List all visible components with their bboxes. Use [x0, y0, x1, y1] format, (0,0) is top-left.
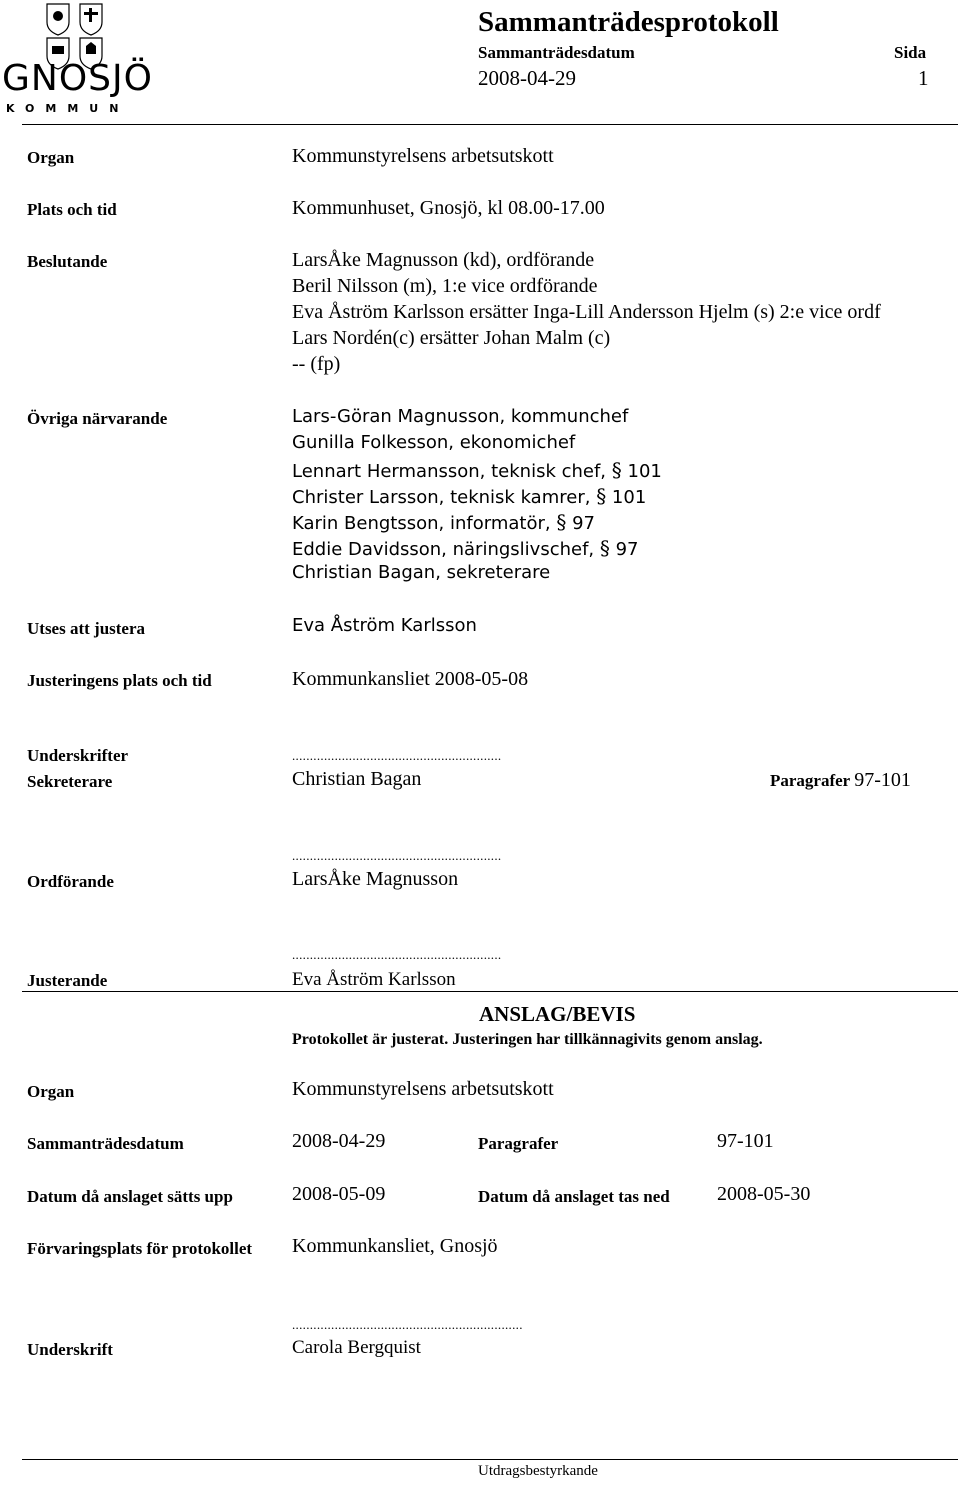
adjuster-value: Eva Åström Karlsson — [292, 615, 477, 636]
secretary-label: Sekreterare — [27, 772, 113, 791]
section-sign-icon: § — [596, 484, 607, 508]
signature-line: ........................................................... — [292, 947, 502, 962]
signature-label: Underskrift — [27, 1340, 113, 1359]
attendee-section: 97 — [572, 513, 595, 534]
attendee-item — [292, 406, 628, 427]
notice-organ-label: Organ — [27, 1082, 75, 1101]
deciding-member: -- (fp) — [292, 353, 341, 375]
signature-line: ........................................................... — [292, 748, 502, 763]
signatures-label: Underskrifter — [27, 746, 129, 765]
document-title: Sammanträdesprotokoll — [478, 6, 779, 38]
attendee-text: Lennart Hermansson, teknisk chef, — [292, 461, 607, 482]
chair-name: LarsÅke Magnusson — [292, 868, 459, 890]
paragraphs-value: 97-101 — [854, 769, 911, 791]
section-sign-icon: § — [611, 458, 622, 482]
attendee-text: Gunilla Folkesson, ekonomichef — [292, 432, 576, 453]
notice-paragraphs-value: 97-101 — [717, 1130, 774, 1152]
posted-label: Datum då anslaget sätts upp — [27, 1187, 233, 1206]
organ-value: Kommunstyrelsens arbetsutskott — [292, 145, 554, 167]
others-label: Övriga närvarande — [27, 409, 168, 428]
attendee-item — [292, 484, 646, 508]
adjuster-sign-label: Justerande — [27, 971, 108, 990]
attendee-item — [292, 562, 550, 583]
signature-line: ........................................................... — [292, 848, 502, 863]
section-sign-icon: § — [556, 510, 567, 534]
attendee-text: Eddie Davidsson, näringslivschef, — [292, 539, 595, 560]
attendee-text: Karin Bengtsson, informatör, — [292, 513, 551, 534]
attendee-text: Christian Bagan, sekreterare — [292, 562, 551, 583]
signer-name: Carola Bergquist — [292, 1337, 421, 1358]
organ-label: Organ — [27, 148, 75, 167]
deciding-label: Beslutande — [27, 252, 108, 271]
attendee-section: 101 — [627, 461, 662, 482]
meeting-date-label: Sammanträdesdatum — [478, 43, 635, 62]
paragraphs-group — [770, 769, 911, 792]
attendee-section: 101 — [611, 487, 647, 508]
chair-label: Ordförande — [27, 872, 114, 891]
gnosjo-kommun-logo — [0, 0, 153, 118]
removed-value: 2008-05-30 — [717, 1183, 811, 1205]
attendee-section: 97 — [615, 539, 639, 560]
header-rule — [22, 124, 958, 125]
signature-line: ................................................................. — [292, 1317, 523, 1332]
secretary-name: Christian Bagan — [292, 768, 422, 790]
place-value: Kommunhuset, Gnosjö, kl 08.00-17.00 — [292, 197, 605, 219]
attendee-item — [292, 510, 595, 534]
deciding-member: Beril Nilsson (m), 1:e vice ordförande — [292, 275, 598, 297]
posted-value: 2008-05-09 — [292, 1183, 386, 1205]
adjust-place-label: Justeringens plats och tid — [27, 671, 212, 690]
notice-date-value: 2008-04-29 — [292, 1130, 386, 1152]
deciding-member: Lars Nordén(c) ersätter Johan Malm (c) — [292, 327, 611, 349]
logo-subtitle: KOMMUN — [6, 102, 130, 115]
page-number: 1 — [918, 66, 929, 90]
notice-rule — [22, 991, 958, 992]
notice-subtitle: Protokollet är justerat. Justeringen har tillkännagivits genom anslag. — [292, 1031, 763, 1048]
footer-rule — [22, 1459, 958, 1460]
place-label: Plats och tid — [27, 200, 117, 219]
meeting-date: 2008-04-29 — [478, 66, 576, 90]
footer-text: Utdragsbestyrkande — [478, 1463, 598, 1479]
removed-label: Datum då anslaget tas ned — [478, 1187, 670, 1206]
section-sign-icon: § — [599, 536, 610, 560]
attendee-text: Lars-Göran Magnusson, kommunchef — [292, 406, 629, 427]
deciding-member: Eva Åström Karlsson ersätter Inga-Lill Andersson Hjelm (s) 2:e vice ordf — [292, 301, 881, 323]
attendee-item — [292, 536, 639, 560]
notice-paragraphs-label: Paragrafer — [478, 1134, 559, 1153]
notice-organ-value: Kommunstyrelsens arbetsutskott — [292, 1078, 554, 1100]
paragraphs-label: Paragrafer — [770, 771, 851, 790]
storage-label: Förvaringsplats för protokollet — [27, 1239, 253, 1258]
attendee-text: Christer Larsson, teknisk kamrer, — [292, 487, 591, 508]
adjuster-sign-name: Eva Åström Karlsson — [292, 969, 456, 990]
attendee-item — [292, 432, 575, 453]
attendee-item — [292, 458, 662, 482]
storage-value: Kommunkansliet, Gnosjö — [292, 1235, 498, 1257]
deciding-member: LarsÅke Magnusson (kd), ordförande — [292, 249, 595, 271]
page-label: Sida — [894, 43, 927, 62]
adjust-place-value: Kommunkansliet 2008-05-08 — [292, 668, 529, 690]
notice-title: ANSLAG/BEVIS — [479, 1002, 636, 1026]
adjuster-label: Utses att justera — [27, 619, 146, 638]
notice-date-label: Sammanträdesdatum — [27, 1134, 184, 1153]
logo-wordmark: GNOSJÖ — [2, 58, 153, 99]
